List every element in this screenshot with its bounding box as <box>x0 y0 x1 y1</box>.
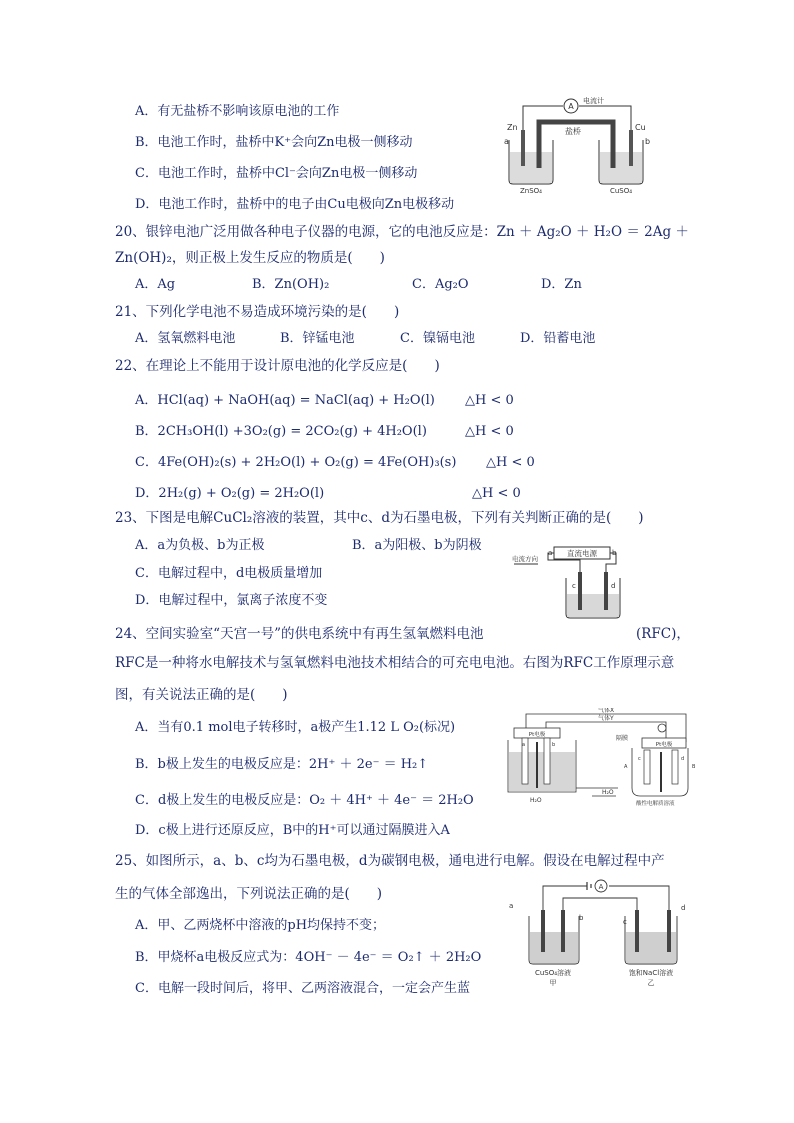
terminal-a-label: a <box>504 137 509 146</box>
label-b: b <box>552 742 556 748</box>
q25-stem-line1: 25、如图所示，a、b、c均为石墨电极，d为碳钢电极，通电进行电解。假设在电解过程中产 <box>115 853 665 869</box>
q21-option-b: B．锌锰电池 <box>280 331 355 346</box>
q22-option-c-dh: △H < 0 <box>486 455 535 470</box>
cu-electrode-label: Cu <box>635 123 646 132</box>
electrode-d-label: d <box>681 904 686 912</box>
q25-option-b: B．甲烧杯a电极反应式为：4OH⁻ － 4e⁻ ＝ O₂↑ ＋ 2H₂O <box>135 950 482 965</box>
terminal-b-label: b <box>645 137 651 146</box>
zn-electrode-label: Zn <box>507 123 518 132</box>
q22-option-b-dh: △H < 0 <box>465 424 514 439</box>
q24-option-b: B．b极上发生的电极反应是：2H⁺ ＋ 2e⁻ ＝ H₂↑ <box>135 757 429 772</box>
left-pt-electrode-label: Pt电极 <box>528 732 546 738</box>
beaker-jia-label: 甲 <box>549 979 557 987</box>
current-meter-label: 电流计 <box>583 97 604 105</box>
q21-option-c: C．镍镉电池 <box>400 331 475 346</box>
q21-stem: 21、下列化学电池不易造成环境污染的是( ) <box>115 304 400 320</box>
q22-option-b: B．2CH₃OH(l) +3O₂(g) = 2CO₂(g) + 4H₂O(l) <box>135 424 427 439</box>
water-in-label: H₂O <box>530 797 542 804</box>
q21-option-d: D．铅蓄电池 <box>520 331 596 346</box>
q25-stem-line2: 生的气体全部逸出，下列说法正确的是( ) <box>115 886 383 902</box>
q20-option-a: A．Ag <box>135 277 176 292</box>
right-pt-electrode-label: Pt电极 <box>655 742 673 748</box>
q23-option-a: A．a为负极、b为正极 <box>135 538 265 553</box>
ammeter-label: A <box>598 883 604 891</box>
q22-option-d: D．2H₂(g) + O₂(g) = 2H₂O(l) <box>135 486 325 501</box>
label-c: c <box>638 756 641 762</box>
q20-option-d: D．Zn <box>541 277 582 292</box>
electrolyte-label: 酸性电解质溶液 <box>636 801 675 807</box>
label-B: B <box>692 764 696 770</box>
label-A: A <box>624 764 628 770</box>
beaker-yi-label: 乙 <box>647 979 655 987</box>
q24-option-d: D．c极上进行还原反应，B中的H⁺可以通过隔膜进入A <box>135 823 450 838</box>
salt-bridge-label: 盐桥 <box>565 127 581 136</box>
q23-stem: 23、下图是电解CuCl₂溶液的装置，其中c、d为石墨电极，下列有关判断正确的是( ) <box>115 510 644 526</box>
q22-option-a: A．HCl(aq) + NaOH(aq) = NaCl(aq) + H₂O(l) <box>135 393 435 408</box>
gas-x-label: 气体X <box>598 708 615 714</box>
q19-option-c: C．电池工作时，盐桥中Cl⁻会向Zn电极一侧移动 <box>135 166 418 181</box>
q22-option-c: C．4Fe(OH)₂(s) + 2H₂O(l) + O₂(g) = 4Fe(OH)₃(s) <box>135 455 457 470</box>
q24-option-c: C．d极上发生的电极反应是：O₂ ＋ 4H⁺ ＋ 4e⁻ ＝ 2H₂O <box>135 793 474 808</box>
q23-option-b: B．a为阳极、b为阴极 <box>352 538 482 553</box>
q22-option-a-dh: △H < 0 <box>465 393 514 408</box>
cuso4-label: CuSO₄ <box>609 187 633 194</box>
q20-stem-line1: 20、银锌电池广泛用做各种电子仪器的电源，它的电池反应是：Zn ＋ Ag₂O ＋ H₂O ＝ 2Ag ＋ <box>115 224 689 240</box>
q21-option-a: A．氢氧燃料电池 <box>135 331 236 346</box>
q25-option-a: A．甲、乙两烧杯中溶液的pH均保持不变； <box>135 918 386 933</box>
terminal-a-label: a <box>548 549 553 557</box>
membrane-label: 隔膜 <box>616 735 629 742</box>
q24-stem-line1-rfc: (RFC)， <box>636 626 690 642</box>
q25-option-c: C．电解一段时间后，将甲、乙两溶液混合，一定会产生蓝 <box>135 981 470 996</box>
q24-stem-line3: 图，有关说法正确的是( ) <box>115 687 288 703</box>
q20-option-b: B．Zn(OH)₂ <box>252 277 330 292</box>
q24-stem-line2: RFC是一种将水电解技术与氢氧燃料电池技术相结合的可充电电池。右图为RFC工作原理示意 <box>115 655 675 671</box>
rfc-diagram-figure <box>506 708 702 812</box>
current-direction-label: 电流方向 <box>512 555 538 563</box>
q24-option-a: A．当有0.1 mol电子转移时，a极产生1.12 L O₂(标况) <box>135 720 456 735</box>
electrode-d-label: d <box>611 582 616 590</box>
cuso4-solution-label: CuSO₄溶液 <box>534 969 572 977</box>
q22-stem: 22、在理论上不能用于设计原电池的化学反应是( ) <box>115 358 440 374</box>
q24-stem-line1: 24、空间实验室“天宫一号”的供电系统中有再生氢氧燃料电池 <box>115 626 484 642</box>
electrode-b-label: b <box>579 914 584 922</box>
nacl-solution-label: 饱和NaCl溶液 <box>628 969 674 977</box>
electrode-a-label: a <box>509 902 514 910</box>
q19-option-d: D．电池工作时，盐桥中的电子由Cu电极向Zn电极移动 <box>135 197 455 212</box>
terminal-b-label: b <box>612 549 617 557</box>
electrode-c-label: c <box>623 918 627 926</box>
dc-power-label: 直流电源 <box>567 549 597 558</box>
q19-option-b: B．电池工作时，盐桥中K⁺会向Zn电极一侧移动 <box>135 135 413 150</box>
q20-option-c: C．Ag₂O <box>412 277 469 292</box>
znso4-label: ZnSO₄ <box>520 187 542 194</box>
galvanic-cell-figure <box>503 96 653 198</box>
electrolysis-cell-figure <box>512 544 630 624</box>
water-flow-label: H₂O <box>602 789 614 796</box>
label-d: d <box>681 756 685 762</box>
label-a: a <box>522 742 526 748</box>
q23-option-d: D．电解过程中，氯离子浓度不变 <box>135 593 328 608</box>
q20-stem-line2: Zn(OH)₂，则正极上发生反应的物质是( ) <box>115 250 385 266</box>
q23-option-c: C．电解过程中，d电极质量增加 <box>135 566 323 581</box>
gas-y-label: 气体Y <box>598 715 614 722</box>
lamp-icon <box>658 724 666 732</box>
series-electrolysis-figure <box>507 876 697 992</box>
q19-option-a: A．有无盐桥不影响该原电池的工作 <box>135 104 340 119</box>
electrode-c-label: c <box>572 582 576 590</box>
ammeter-label: A <box>568 102 574 111</box>
q22-option-d-dh: △H < 0 <box>472 486 521 501</box>
